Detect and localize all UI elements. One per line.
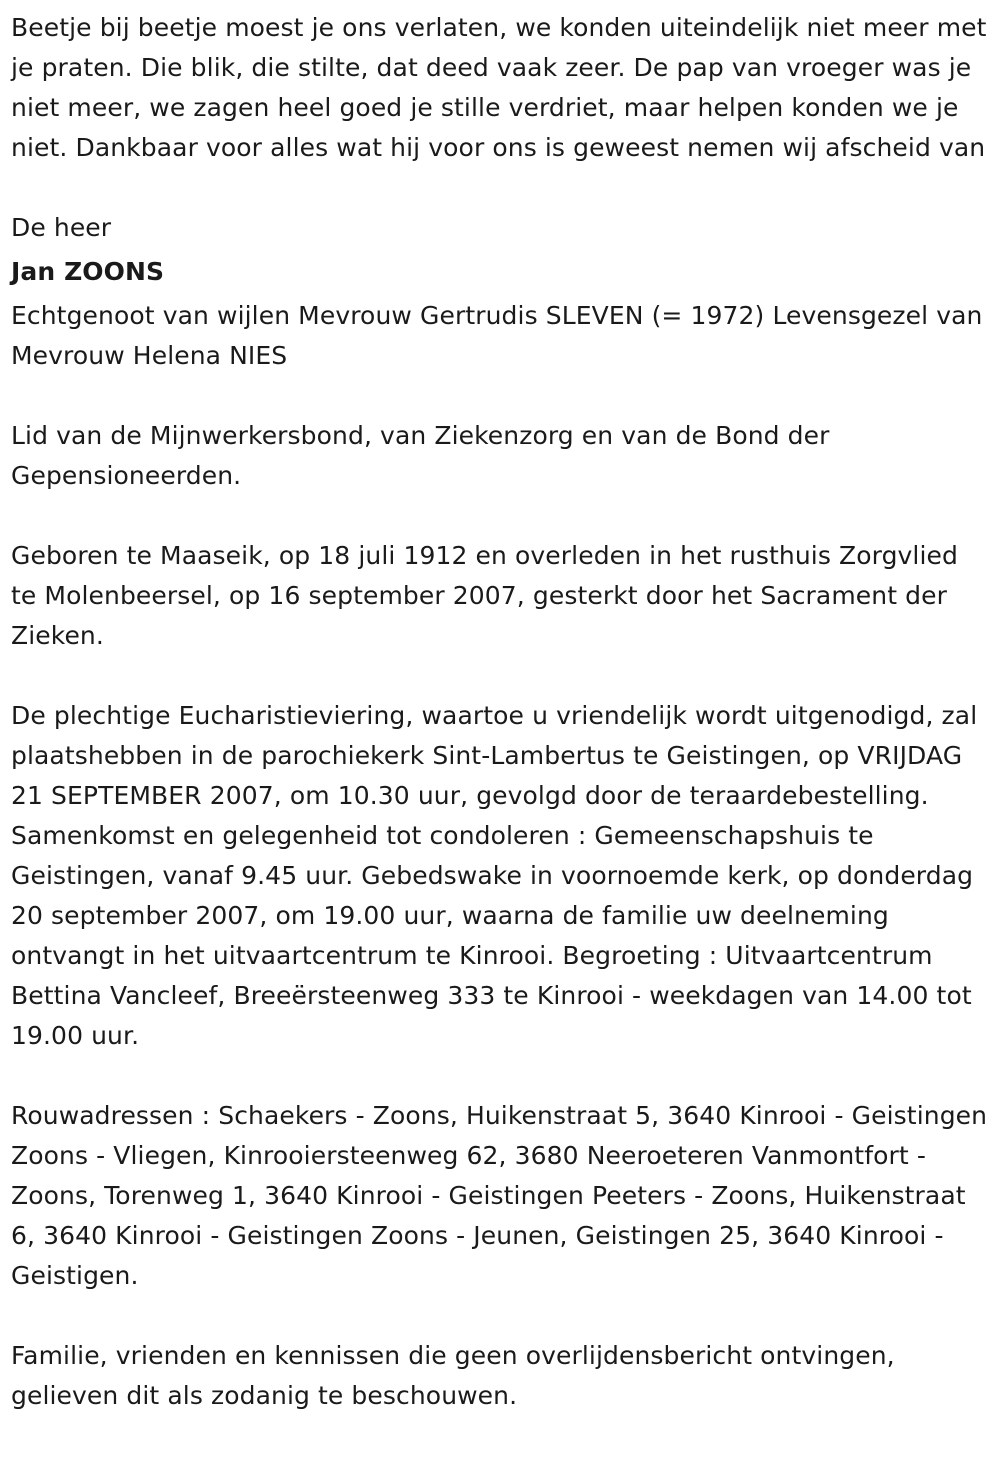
spouse-paragraph: Echtgenoot van wijlen Mevrouw Gertrudis SLEVEN (= 1972) Levensgezel van Mevrouw Helena NIES — [11, 301, 983, 370]
birth-death-paragraph: Geboren te Maaseik, op 18 juli 1912 en overleden in het rusthuis Zorgvlied te Molenbeersel, op 16 september 2007, gesterkt door het Sacrament der Zieken. — [11, 541, 958, 650]
addresses-paragraph: Rouwadressen : Schaekers - Zoons, Huikenstraat 5, 3640 Kinrooi - Geistingen Zoons - Vliegen, Kinrooiersteenweg 62, 3680 Neeroeteren Vanmontfort - Zoons, Torenweg 1, 3640 Kinrooi - Geistingen Peeters - Zoons, Huikenstraat 6, 3640 Kinrooi - Geistingen Zoons - Jeunen, Geistingen 25, 3640 Kinrooi - Geistigen. — [11, 1101, 988, 1290]
deceased-name: Jan ZOONS — [11, 257, 165, 286]
intro-paragraph: Beetje bij beetje moest je ons verlaten, we konden uiteindelijk niet meer met je praten. Die blik, die stilte, dat deed vaak zeer. De pap van vroeger was je niet meer, we zagen heel goed je stille verdriet, maar helpen konden we je niet. Dankbaar voor alles wat hij voor ons is geweest nemen wij afscheid van — [11, 13, 987, 162]
closing-paragraph: Familie, vrienden en kennissen die geen overlijdensbericht ontvingen, gelieven dit als zodanig te beschouwen. — [11, 1341, 895, 1410]
ceremony-paragraph: De plechtige Eucharistieviering, waartoe u vriendelijk wordt uitgenodigd, zal plaatshebben in de parochiekerk Sint-Lambertus te Geistingen, op VRIJDAG 21 SEPTEMBER 2007, om 10.30 uur, gevolgd door de teraardebestelling. Samenkomst en gelegenheid tot condoleren : Gemeenschapshuis te Geistingen, vanaf 9.45 uur. Gebedswake in voornoemde kerk, op donderdag 20 september 2007, om 19.00 uur, waarna de familie uw deelneming ontvangt in het uitvaartcentrum te Kinrooi. Begroeting : Uitvaartcentrum Bettina Vancleef, Breeërsteenweg 333 te Kinrooi - weekdagen van 14.00 tot 19.00 uur. — [11, 701, 978, 1050]
memberships-paragraph: Lid van de Mijnwerkersbond, van Ziekenzorg en van de Bond der Gepensioneerden. — [11, 421, 830, 490]
salutation: De heer — [11, 213, 112, 242]
